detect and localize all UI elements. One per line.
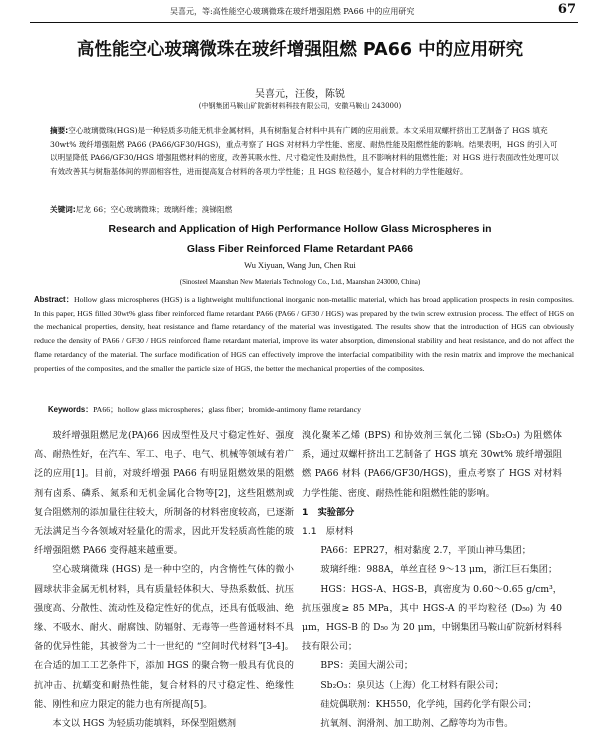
abstract-en-label: Abstract： (34, 295, 75, 304)
keywords-en-text: PA66；hollow glass microspheres；glass fiber；bromide-antimony flame retardancy (93, 405, 362, 414)
body-paragraph: 本文以 HGS 为轻质功能填料，环保型阻燃剂 (52, 718, 237, 730)
material-item: PA66：EPR27，相对黏度 2.7，平顶山神马集团； (320, 545, 531, 557)
keywords-en-label: Keywords： (48, 405, 94, 414)
body-paragraph: 空心玻璃微珠 (HGS) 是一种中空的，内含惰性气体的微小圆球状非金属无机材料，具有质量轻体积大、导热系数低、抗压强度高、分散性、流动性及稳定性好的优点，还具有低吸油、绝缘、不吸水、耐火、耐腐蚀、防辐射、无毒等一些普通材料不具备的优异性能，其被誉为二十一世纪的 “空间时代材料”[3-4]。在合适的加工工艺条件下，添加 HGS 的聚合物一般具有优良的抗冲击、抗蠕变和耐热性能，复合材料的尺寸稳定性、绝缘性能、刚性和应力限定的能力也有所提高[5]。 (34, 564, 294, 710)
material-item: HGS：HGS-A、HGS-B，真密度为 0.60～0.65 g/cm³，抗压强度≥ 85 MPa，其中 HGS-A 的平均粒径 (D₅₀) 为 40 μm，HGS-B 的 D₅₀ 为 20 μm，中钢集团马鞍山矿院新材料科技有限公司； (302, 583, 562, 653)
body-right-column (302, 426, 562, 733)
body-paragraph: 玻纤增强阻燃尼龙(PA)66 因成型性及尺寸稳定性好、强度高、耐热性好，在汽车、军工、电子、电气、机械等领域有着广泛的应用[1]。目前，对玻纤增强 PA66 有明显阻燃效果的阻燃剂有卤系、磷系、氮系和无机金属化合物等[2]，这些阻燃剂或复合阻燃剂的添加量往往较大，所制备的材料密度较高，已逐渐无法满足当今各领域对轻量化的需求，因此开发轻质高性能的玻纤增强阻燃 PA66 变得越来越重要。 (34, 430, 294, 557)
english-affiliation: (Sinosteel Maanshan New Materials Technology Co., Ltd., Maanshan 243000, China) (179, 278, 421, 286)
section-heading: 1 实验部分 (302, 506, 355, 518)
abstract-cn (50, 124, 560, 178)
material-item: Sb₂O₃：泉贝达（上海）化工材料有限公司； (320, 679, 504, 691)
material-item: 抗氧剂、润滑剂、加工助剂、乙醇等均为市售。 (320, 718, 514, 730)
authors: 吴喜元，汪俊，陈锐 (255, 89, 345, 100)
english-title (0, 220, 600, 260)
keywords-cn-text: 尼龙 66；空心玻璃微珠；玻璃纤维；溴锑阻燃 (75, 205, 233, 214)
subsection-heading: 1.1 原材料 (302, 526, 354, 538)
header-rule (30, 22, 578, 23)
page-number: 67 (557, 2, 576, 17)
material-item: 硅烷偶联剂：KH550，化学纯，国药化学有限公司； (320, 698, 537, 710)
body-paragraph: 溴化聚苯乙烯 (BPS) 和协效剂三氧化二锑 (Sb₂O₃) 为阻燃体系，通过双螺杆挤出工艺制备了 HGS 填充 30wt% 玻纤增强阻燃 PA66 材料 (PA66/GF30/HGS)，重点考察了 HGS 对材料力学性能、密度、耐热性能和阻燃性能的影响。 (302, 430, 562, 499)
abstract-en (34, 293, 574, 375)
body-left-column (34, 426, 294, 733)
english-authors: Wu Xiyuan, Wang Jun, Chen Rui (244, 261, 356, 270)
abstract-en-text: Hollow glass microspheres (HGS) is a lightweight multifunctional inorganic non-metallic material, which has broad application prospects in resin composites. In this paper, HGS filled 30wt% glass fiber reinforced flame retardant PA66 (PA66 / GF30 / HGS) was prepared by the twin screw extrusion process. The effect of HGS on the mechanical properties, density, heat resistance and flame retardancy of the material was investigated. The results show that the introduction of HGS can obviously reduce the density of PA66 / GF30 / HGS reinforced flame retardant material, improve its water absorption, dimensional stability and heat resistance, and do not affect the flame retardancy of the material. The surface modification of HGS can effectively improve the interfacial compatibility with the resin matrix and improve the mechanical properties of the composites, and the smaller the particle size of HGS, the better the mechanical properties of the composites. (34, 295, 574, 373)
keywords-cn-label: 关键词: (50, 205, 76, 214)
abstract-cn-label: 摘要: (50, 126, 69, 135)
keywords-cn (50, 204, 232, 215)
material-item: BPS：美国大湖公司； (320, 660, 414, 672)
abstract-cn-text: 空心玻璃微珠(HGS)是一种轻质多功能无机非金属材料，具有树脂复合材料中具有广阔的应用前景。本文采用双螺杆挤出工艺制备了 HGS 填充 30wt% 玻纤增强阻燃 PA66 (PA66/GF30/HGS)，重点考察了 HGS 对材料力学性能、密度、耐热性能及阻燃性能的影响。结果表明，HGS 的引入可以明显降低 PA66/GF30/HGS 增强阻燃材料的密度，改善其吸水性、尺寸稳定性及耐热性，且不影响材料的阻燃性能；对 HGS 进行表面改性处理可以有效改善其与树脂基体间的界面相容性，进而提高复合材料的各项力学性能；且 HGS 粒径越小，复合材料的力学性能越好。 (50, 126, 559, 176)
affiliation: (中钢集团马鞍山矿院新材料科技有限公司，安徽马鞍山 243000) (198, 102, 402, 110)
keywords-en (48, 404, 361, 415)
english-title-line-1: Research and Application of High Performance Hollow Glass Microspheres in (108, 224, 492, 235)
paper-title: 高性能空心玻璃微珠在玻纤增强阻燃 PA66 中的应用研究 (76, 40, 524, 60)
material-item: 玻璃纤维：988A，单丝直径 9～13 μm，浙江巨石集团； (320, 564, 558, 576)
running-header: 吴喜元，等:高性能空心玻璃微珠在玻纤增强阻燃 PA66 中的应用研究 (170, 7, 415, 16)
english-title-line-2: Glass Fiber Reinforced Flame Retardant PA66 (186, 244, 414, 255)
